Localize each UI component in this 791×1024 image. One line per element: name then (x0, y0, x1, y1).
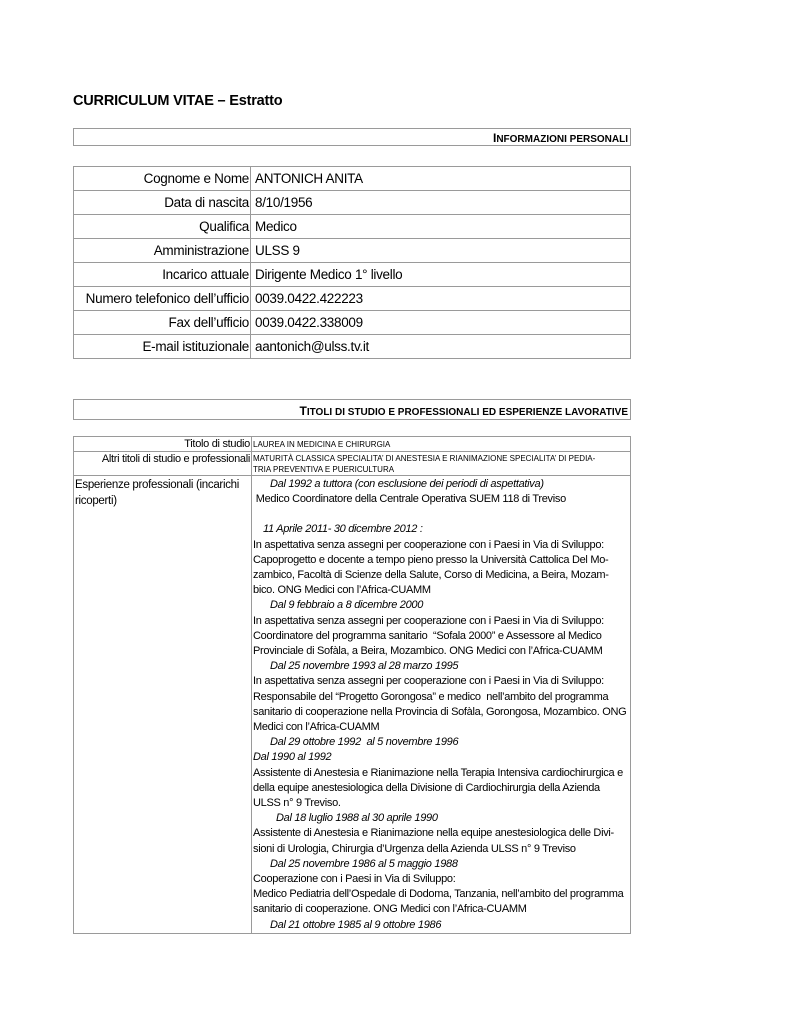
experience-period: Dal 25 novembre 1986 al 5 maggio 1988 (270, 857, 458, 870)
experience-line: In aspettativa senza assegni per cooperazione con i Paesi in Via di Sviluppo: (253, 538, 604, 551)
experience-period: Dal 29 ottobre 1992 al 5 novembre 1996 (270, 736, 459, 749)
table-row (74, 452, 631, 476)
experience-line: sanitario di cooperazione. ONG Medici con l’Africa-CUAMM (253, 903, 527, 916)
experience-period: Dal 21 ottobre 1985 al 9 ottobre 1986 (270, 918, 442, 931)
table-row (74, 311, 631, 335)
experience-period: 11 Aprile 2011- 30 dicembre 2012 : (263, 523, 423, 536)
table-row (74, 335, 631, 359)
studies-table (73, 436, 631, 934)
experience-line: Cooperazione con i Paesi in Via di Sviluppo: (253, 873, 456, 886)
info-value: 0039.0422.338009 (251, 311, 631, 335)
info-label: Numero telefonico dell’ufficio (74, 287, 251, 311)
experience-line: zambico, Facoltà di Scienze della Salute, Corso di Medicina, a Beira, Mozam- (253, 569, 609, 582)
experience-line: Coordinatore del programma sanitario “Sofala 2000” e Assessore al Medico (253, 629, 602, 642)
table-row (74, 167, 631, 191)
info-label: Cognome e Nome (74, 167, 251, 191)
experience-line (253, 507, 629, 522)
info-value: 0039.0422.422223 (251, 287, 631, 311)
altri-titoli-line: MATURITÀ CLASSICA SPECIALITA’ DI ANESTESIA E RIANIMAZIONE SPECIALITA’ DI PEDIA- (253, 454, 596, 463)
experience-period: Dal 1992 a tuttora (con esclusione dei periodi di aspettativa) (270, 478, 544, 490)
titolo-value-text: LAUREA IN MEDICINA E CHIRURGIA (253, 440, 391, 449)
experience-line: In aspettativa senza assegni per cooperazione con i Paesi in Via di Sviluppo: (253, 675, 604, 688)
experience-line: bico. ONG Medici con l’Africa-CUAMM (253, 584, 431, 597)
altri-titoli-line: TRIA PREVENTIVA E PUERICULTURA (253, 465, 395, 474)
table-row (74, 239, 631, 263)
experience-line: Medico Coordinatore della Centrale Operativa SUEM 118 di Treviso (253, 493, 566, 506)
esperienze-label: Esperienze professionali (incarichi ricoperti) (74, 476, 252, 934)
table-row (74, 191, 631, 215)
info-label: E-mail istituzionale (74, 335, 251, 359)
experience-line: Medici con l’Africa-CUAMM (253, 721, 380, 734)
experience-period: Dal 9 febbraio a 8 dicembre 2000 (270, 599, 424, 612)
experience-line: Assistente di Anestesia e Rianimazione nella Terapia Intensiva cardiochirurgica e (253, 766, 623, 779)
experience-line: Responsabile del “Progetto Gorongosa” e medico nell’ambito del programma (253, 690, 609, 703)
esperienze-value (252, 476, 631, 934)
experience-period: Dal 25 novembre 1993 al 28 marzo 1995 (270, 660, 459, 673)
titolo-label: Titolo di studio (74, 437, 252, 452)
table-row (74, 263, 631, 287)
info-label: Incarico attuale (74, 263, 251, 287)
info-value: aantonich@ulss.tv.it (251, 335, 631, 359)
info-value: ANTONICH ANITA (251, 167, 631, 191)
table-row (74, 215, 631, 239)
section-header-personal (73, 128, 631, 146)
experience-line: In aspettativa senza assegni per cooperazione con i Paesi in Via di Sviluppo: (253, 614, 604, 627)
experience-line: sanitario di cooperazione nella Provincia di Sofàla, Gorongosa, Mozambico. ONG (253, 705, 627, 718)
experience-line: Provinciale di Sofàla, a Beira, Mozambico. ONG Medici con l’Africa-CUAMM (253, 645, 603, 658)
experience-line: Medico Pediatria dell’Ospedale di Dodoma, Tanzania, nell’ambito del programma (253, 888, 624, 901)
table-row (74, 287, 631, 311)
experience-line: della equipe anestesiologica della Divisione di Cardiochirurgia della Azienda (253, 781, 600, 794)
titolo-value (252, 437, 631, 452)
experience-line: Capoprogetto e docente a tempo pieno presso la Università Cattolica Del Mo- (253, 553, 609, 566)
info-label: Amministrazione (74, 239, 251, 263)
table-row (74, 476, 631, 934)
info-value: Medico (251, 215, 631, 239)
info-label: Data di nascita (74, 191, 251, 215)
section-head-text: NFORMAZIONI PERSONALI (496, 134, 628, 145)
experience-line: ULSS n° 9 Treviso. (253, 797, 341, 810)
section-header-studies (73, 399, 631, 420)
section-head-text: ITOLI DI STUDIO E PROFESSIONALI ED ESPERIENZE LAVORATIVE (306, 407, 628, 418)
experience-line: sioni di Urologia, Chirurgia d’Urgenza della Azienda ULSS n° 9 Treviso (253, 842, 576, 855)
personal-info-table (73, 166, 631, 359)
altri-titoli-label: Altri titoli di studio e professionali (74, 452, 252, 476)
info-label: Fax dell’ufficio (74, 311, 251, 335)
section-head-initial: T (299, 404, 307, 418)
info-value: 8/10/1956 (251, 191, 631, 215)
experience-period: Dal 1990 al 1992 (253, 751, 332, 764)
info-label: Qualifica (74, 215, 251, 239)
document-title: CURRICULUM VITAE – Estratto (73, 93, 283, 109)
info-value: ULSS 9 (251, 239, 631, 263)
experience-period: Dal 18 luglio 1988 al 30 aprile 1990 (276, 812, 438, 825)
altri-titoli-value (252, 452, 631, 476)
section-head-initial: I (492, 131, 497, 145)
experience-line: Assistente di Anestesia e Rianimazione nella equipe anestesiologica delle Divi- (253, 827, 614, 840)
table-row (74, 437, 631, 452)
info-value: Dirigente Medico 1° livello (251, 263, 631, 287)
